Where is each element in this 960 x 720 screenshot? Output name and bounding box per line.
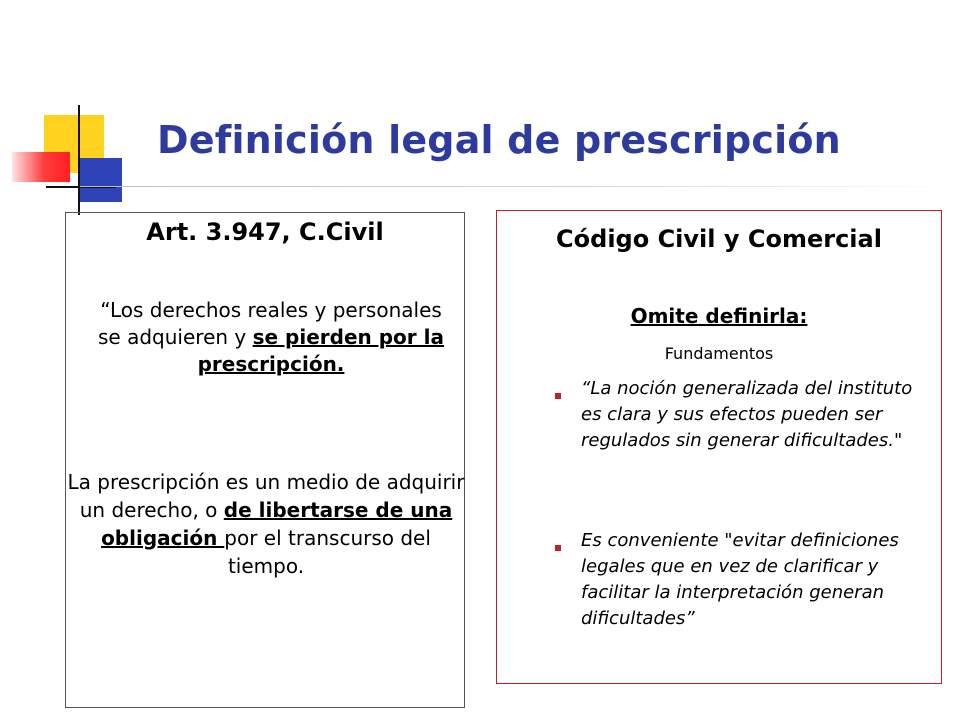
left-panel	[65, 212, 465, 708]
prescription-definition	[66, 468, 466, 580]
slide-title: Definición legal de prescripción	[157, 118, 841, 162]
definition-text-start: La prescripción es un medio de adquirir un derecho, o	[67, 470, 465, 522]
left-heading: Art. 3.947, C.Civil	[146, 218, 384, 246]
logo-blue-square	[78, 158, 122, 202]
article-quote	[86, 297, 456, 378]
logo-red-gradient-bar	[12, 152, 70, 182]
bullet-square-icon	[555, 393, 561, 399]
article-quote-emphasis: se pierden por la prescripción.	[197, 325, 444, 376]
bullet-item: Es conveniente "evitar definiciones legales que en vez de clarificar y facilitar la interpretación generan dificultades”	[581, 530, 899, 629]
bullet-square-icon	[555, 545, 561, 551]
bullet-item: “La noción generalizada del instituto es clara y sus efectos pueden ser regulados sin generar dificultades."	[581, 378, 913, 451]
logo-vertical-line	[78, 105, 80, 215]
right-subheading: Omite definirla:	[630, 304, 808, 328]
title-underline-rule	[80, 186, 960, 187]
definition-emphasis: de libertarse de una obligación	[101, 498, 453, 550]
article-quote-text: “Los derechos reales y personales se adquieren y	[98, 298, 442, 349]
definition-text-end: por el transcurso del tiempo.	[224, 526, 431, 578]
right-panel	[496, 210, 942, 684]
fundamentos-label: Fundamentos	[664, 344, 774, 363]
right-heading: Código Civil y Comercial	[556, 225, 882, 253]
